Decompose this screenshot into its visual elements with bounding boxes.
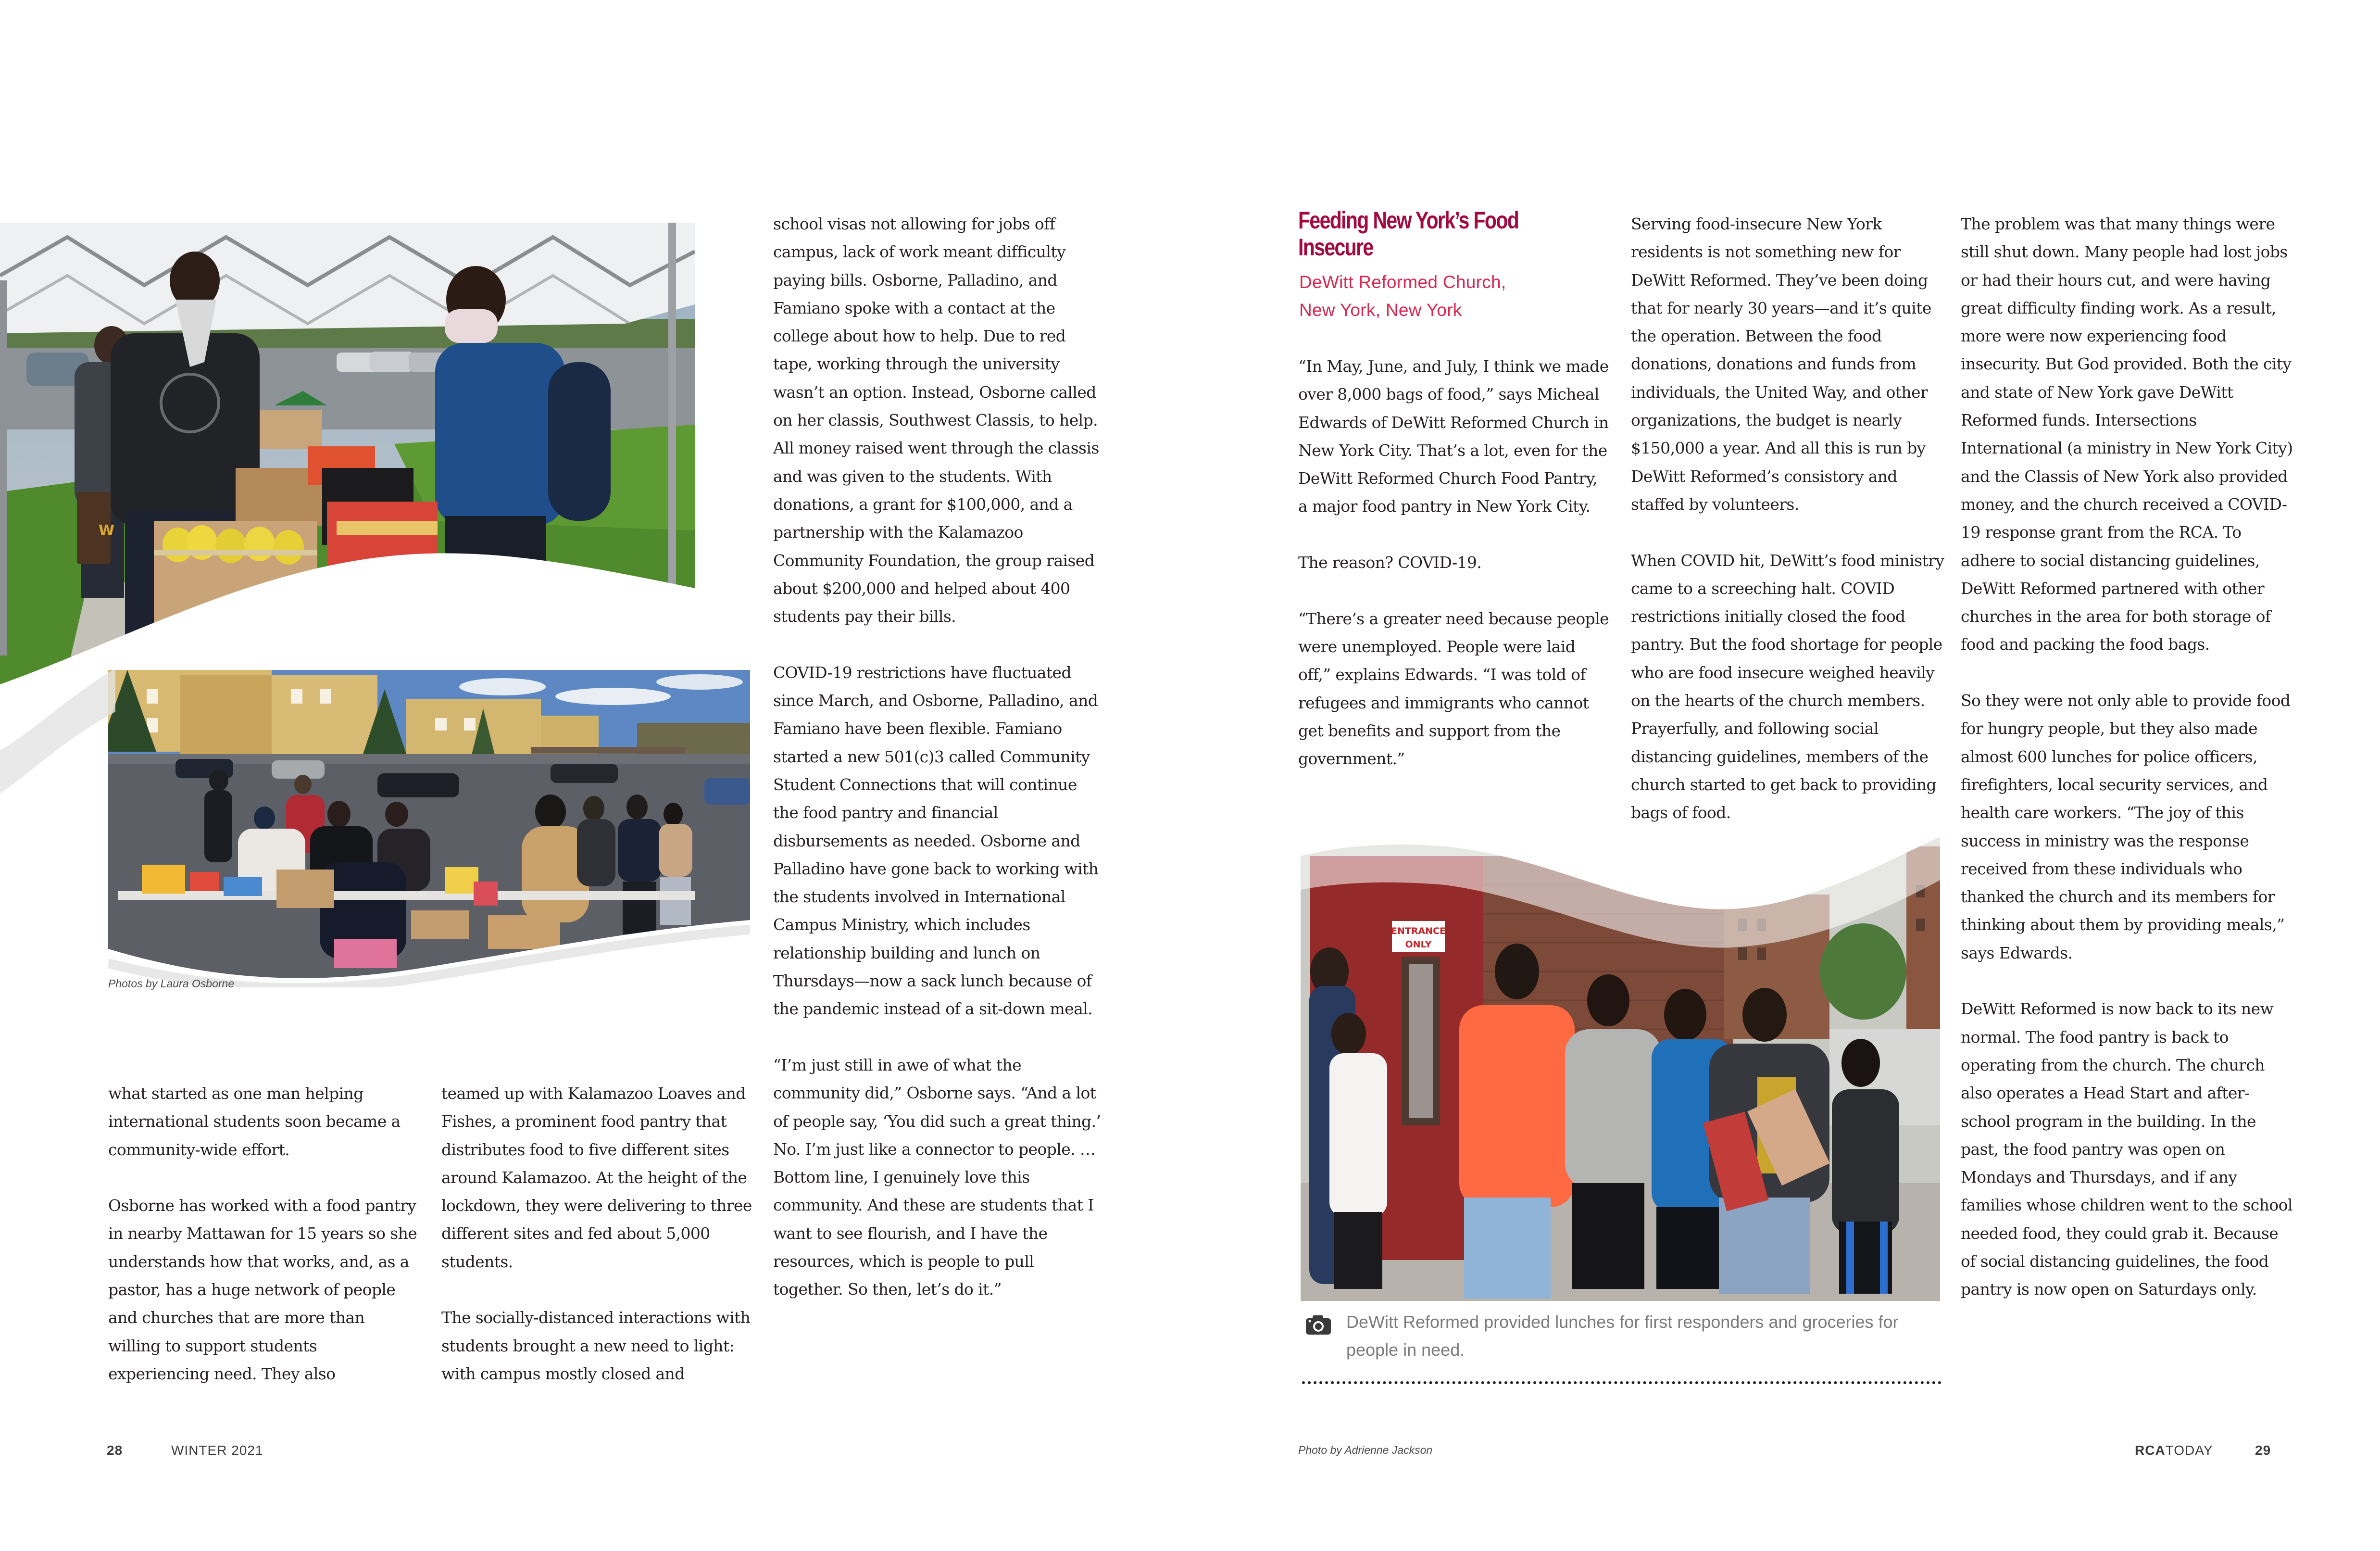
page-number-right: 29 <box>2255 1443 2271 1458</box>
photo-credit-left: Photos by Laura Osborne <box>108 977 235 990</box>
paragraph: So they were not only able to provide food for hungry people, but they also made almost 600 lunches for police officers, firefighters, local security services, and health care workers. “The joy of this success in ministry was the response received from these individuals who thanked the church and its members for thinking about them by providing meals,” says Edwards. <box>1961 691 2291 962</box>
dotted-divider <box>1302 1381 1942 1384</box>
left-page-column-right <box>773 210 1105 1304</box>
subheading-church: DeWitt Reformed Church, <box>1299 272 1506 292</box>
entrance-sign-line1: ENTRANCE <box>1391 926 1446 936</box>
article-subheading <box>1299 268 1506 324</box>
decorative-wave <box>0 664 115 808</box>
issue-label: WINTER 2021 <box>171 1443 263 1458</box>
paragraph: Osborne has worked with a food pantry in nearby Mattawan for 15 years so she understands how that works, and, as a pastor, has a huge network of people and churches that are more than willing to support students experiencing need. They also <box>108 1196 417 1383</box>
photo-credit-right: Photo by Adrienne Jackson <box>1298 1444 1433 1456</box>
magazine-brand <box>2135 1443 2213 1458</box>
camera-icon <box>1306 1315 1331 1335</box>
subheading-location: New York, New York <box>1299 300 1462 320</box>
paragraph: “There’s a greater need because people were unemployed. People were laid off,” explains Edwards. “I was told of refugees and immigrants who cannot get benefits and support from the government.” <box>1298 609 1609 769</box>
paragraph: COVID-19 restrictions have fluctuated since March, and Osborne, Palladino, and Famiano have been flexible. Famiano started a new 501(c)3 called Community Student Connections that will continue the food pantry and financial disbursements as needed. Osborne and Palladino have gone back to working with the students involved in International Campus Ministry, which includes relationship building and lunch on Thursdays—now a sack lunch because of the pandemic instead of a sit-down meal. <box>773 663 1099 1019</box>
paragraph: The problem was that many things were still shut down. Many people had lost jobs or had their hours cut, and were having great difficulty finding work. As a result, more were now experiencing food insecurity. But God provided. Both the city and state of New York gave DeWitt Reformed funds. Intersections International (a ministry in New York City) and the Classis of New York also provided money, and the church received a COVID-19 response grant from the RCA. To adhere to social distancing guidelines, DeWitt Reformed partnered with other churches in the area for both storage of food and packing the food bags. <box>1961 214 2293 654</box>
photo-parking-lot-distribution <box>108 670 750 987</box>
paragraph: The socially-distanced interactions with students brought a new need to light: with campus mostly closed and <box>441 1308 751 1383</box>
right-page-column-3 <box>1961 210 2297 1304</box>
paragraph: teamed up with Kalamazoo Loaves and Fishes, a prominent food pantry that distributes food to five different sites around Kalamazoo. At the height of the lockdown, they were delivering to three different sites and fed about 5,000 students. <box>441 1084 752 1271</box>
brand-today: TODAY <box>2165 1443 2213 1458</box>
page-number-left: 28 <box>107 1443 123 1458</box>
photo-caption: DeWitt Reformed provided lunches for first responders and groceries for people in need. <box>1346 1312 1899 1360</box>
right-page-column-2 <box>1631 210 1951 827</box>
paragraph: Serving food-insecure New York residents is not something new for DeWitt Reformed. They’ve been doing that for nearly 30 years—and it’s quite the operation. Between the food donations, donations and funds from individuals, the United Way, and other organizations, the budget is nearly $150,000 a year. And all this is run by DeWitt Reformed’s consistory and staffed by volunteers. <box>1631 214 1931 514</box>
paragraph: “In May, June, and July, I think we made over 8,000 bags of food,” says Micheal Edwards of DeWitt Reformed Church in New York City. That’s a lot, even for the DeWitt Reformed Church Food Pantry, a major food pantry in New York City. <box>1298 357 1609 516</box>
article-heading: Feeding New York’s Food Insecure <box>1298 207 1519 261</box>
right-page-column-1 <box>1298 353 1611 773</box>
paragraph: school visas not allowing for jobs off campus, lack of work meant difficulty paying bills. Osborne, Palladino, and Famiano spoke with a contact at the college about how to help. Due to red tape, working through the university wasn’t an option. Instead, Osborne called on her classis, Southwest Classis, to help. All money raised went through the classis and was given to the students. With donations, a grant for $100,000, and a partnership with the Kalamazoo Community Foundation, the group raised about $200,000 and helped about 400 students pay their bills. <box>773 214 1099 626</box>
paragraph: what started as one man helping international students soon became a community-wide effort. <box>108 1084 401 1159</box>
paragraph: “I’m just still in awe of what the community did,” Osborne says. “And a lot of people say, ‘You did such a great thing.’ No. I’m just like a connector to people. … Bottom line, I genuinely love this community. And these are students that I want to see flourish, and I have the resources, which is people to pull together. So then, let’s do it.” <box>773 1055 1101 1299</box>
brand-rca: RCA <box>2135 1443 2166 1458</box>
left-page-column-2 <box>441 1080 759 1388</box>
entrance-sign-line2: ONLY <box>1405 939 1432 950</box>
paragraph: DeWitt Reformed is now back to its new normal. The food pantry is back to operating from the church. The church also operates a Head Start and after-school program in the building. In the past, the food pantry was open on Mondays and Thursdays, and if any families whose children went to the school needed food, they could grab it. Because of social distancing guidelines, the food pantry is now open on Saturdays only. <box>1961 999 2292 1299</box>
paragraph: The reason? COVID-19. <box>1298 553 1482 572</box>
svg-text:W: W <box>99 522 115 539</box>
photo-dewitt-volunteers <box>1301 827 1940 1301</box>
photo-food-pantry-tent <box>0 223 695 713</box>
left-page-column-1 <box>108 1080 421 1388</box>
paragraph: When COVID hit, DeWitt’s food ministry came to a screeching halt. COVID restrictions initially closed the food pantry. But the food shortage for people who are food insecure weighed heavily on the hearts of the church members. Prayerfully, and following social distancing guidelines, members of the church started to get back to providing bags of food. <box>1631 551 1944 822</box>
